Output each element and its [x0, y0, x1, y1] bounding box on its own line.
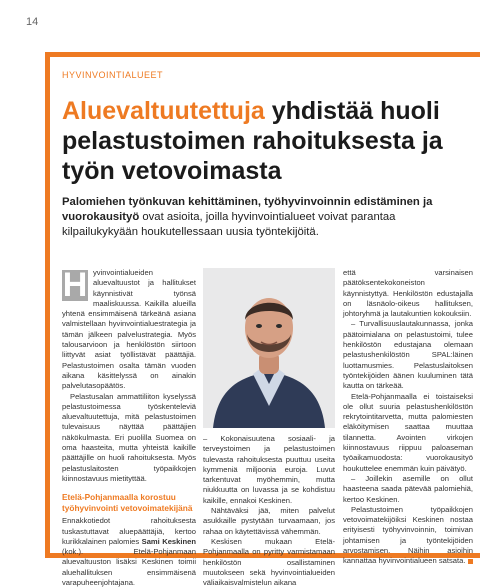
paragraph: – Joillekin asemille on ollut haasteena saada pätevää palomiehiä, kertoo Keskinen. — [343, 473, 473, 504]
article-headline — [62, 96, 472, 186]
dropcap: H — [62, 266, 88, 304]
orange-frame-top — [45, 52, 480, 57]
subheading: Etelä-Pohjanmaalla korostuu työhyvinvointi vetovoimatekijänä — [62, 492, 193, 513]
paragraph: Keskisen mukaan Etelä-Pohjanmaalla on pyritty varmistamaan henkilöstön osallistaminen muutokseen sekä hyvinvointialueiden väliaikaisvalmistelun aikana — [203, 536, 335, 588]
portrait-illustration — [203, 268, 335, 428]
page-number: 14 — [26, 16, 39, 28]
text-column-1 — [62, 268, 196, 588]
lead-rest: ovat asioita, joilla hyvinvointialueet voivat parantaa kilpailukykyään houkutellessaan uusia työntekijöitä. — [62, 211, 396, 238]
lead-strong: Palomiehen työnkuvan kehittäminen, työhyvinvoinnin edistäminen ja vuorokausityö — [62, 196, 433, 223]
paragraph: että varsinaisen päätöksentekokoneiston käynnistyttyä. Henkilöstön edustajalla on läsnäolo-oikeus hallituksen, johtoryhmä ja lautakuntien kokouksiin. — [343, 268, 473, 319]
paragraph: yvinvointialueiden aluevaltuustot ja hallitukset käynnistivät työnsä maaliskuussa. Kaikilla alueilla yhtenä ensimmäisenä tärkeänä asiana valmistellaan hyvinvointialuestrategia ja tämän jälkeen palvelustrategia. Myös talousarvioon ja henkilöstön siirtoon liittyvät asiat työllistävät päättäjiä. Pelastustoimen osalta tämän vuoden aikana käsittelyssä on ainakin palvelutasopäätös. — [62, 268, 196, 391]
paragraph-text: (kok.). Etelä-Pohjanmaan aluevaltuuston lisäksi Keskinen toimii aluehallituksen ensimmäisenä varapuheenjohtajana. — [62, 547, 196, 588]
paragraph: Etelä-Pohjanmaalla ei toistaiseksi ole ollut suuria pelastushenkilöstön rekrytointitarvetta, mutta palomiesten eläköitymisen saattaa muuttaa tilannetta. Avointen virkojen kiinnostavuus riippuu paloaseman työaikamuodosta: vuorokausityö houkuttelee enemmän kuin päivätyö. — [343, 391, 473, 473]
paragraph-text: Ennakkotiedot rahoituksesta tuskastuttavat aluepäättäjiä, kertoo kurikkalainen palomies — [62, 516, 196, 546]
paragraph: – Kokonaisuutena sosiaali- ja terveystoimen ja pelastustoimen tulevasta rahoituksesta puuttuu useita kymmeniä miljoonia euroja. Luvut tarkentuvat myöhemmin, mutta niukkuutta on luvassa ja se kohdistuu kaikille, ennakoi Keskinen. — [203, 434, 335, 505]
paragraph-text: Pelastustoimen työpaikkojen vetovoimatekijöiksi Keskinen nostaa erityisesti työhyvinvoinnin, toimivan johtamisen ja työntekijöiden arvostamisen. Näihin asioihin kannattaa hyvinvointialueen satsata. — [343, 504, 473, 566]
paragraph: – Turvallisuuslautakunnassa, jonka päätoimialana on pelastustoimi, tulee henkilöstön edustajana olemaan pelastushenkilöstön SPAL:läinen luottamusmies. Pelastuslaitoksen työntekijöiden äänen kuuluminen tätä kautta on tärkeää. — [343, 319, 473, 391]
article-lead — [62, 195, 467, 240]
headline-accent: Aluevaltuutettuja — [62, 97, 265, 125]
paragraph — [343, 505, 473, 567]
person-name: Sami Keskinen — [141, 536, 196, 546]
portrait-photo — [203, 268, 335, 428]
section-label: HYVINVOINTIALUEET — [62, 70, 164, 80]
text-column-3 — [343, 268, 473, 567]
orange-frame-left — [45, 52, 50, 558]
paragraph: Nähtäväksi jää, miten palvelut asukkaille pystytään turvaamaan, jos rahaa on käytettävissä vähemmän. — [203, 506, 335, 536]
text-column-2 — [203, 434, 335, 588]
end-mark-icon — [468, 559, 473, 564]
headline-rest: yhdistää huoli pelastustoimen rahoituksesta ja työn vetovoimasta — [62, 97, 443, 185]
paragraph — [62, 516, 196, 588]
paragraph: Pelastusalan ammattiliiton kyselyssä pelastustoimessa työskenteleviä aluevaltuutettuja, mitä pelastustoimen tulevaisuus näyttää päättäjien näkökulmasta. Eri puolilla Suomea on oma haasteita, mutta yhteistä kaikille päättäjille on huoli rahoituksesta. Myös pelastuslaitosten työpaikkojen kiinnostavuus mietityttää. — [62, 391, 196, 483]
